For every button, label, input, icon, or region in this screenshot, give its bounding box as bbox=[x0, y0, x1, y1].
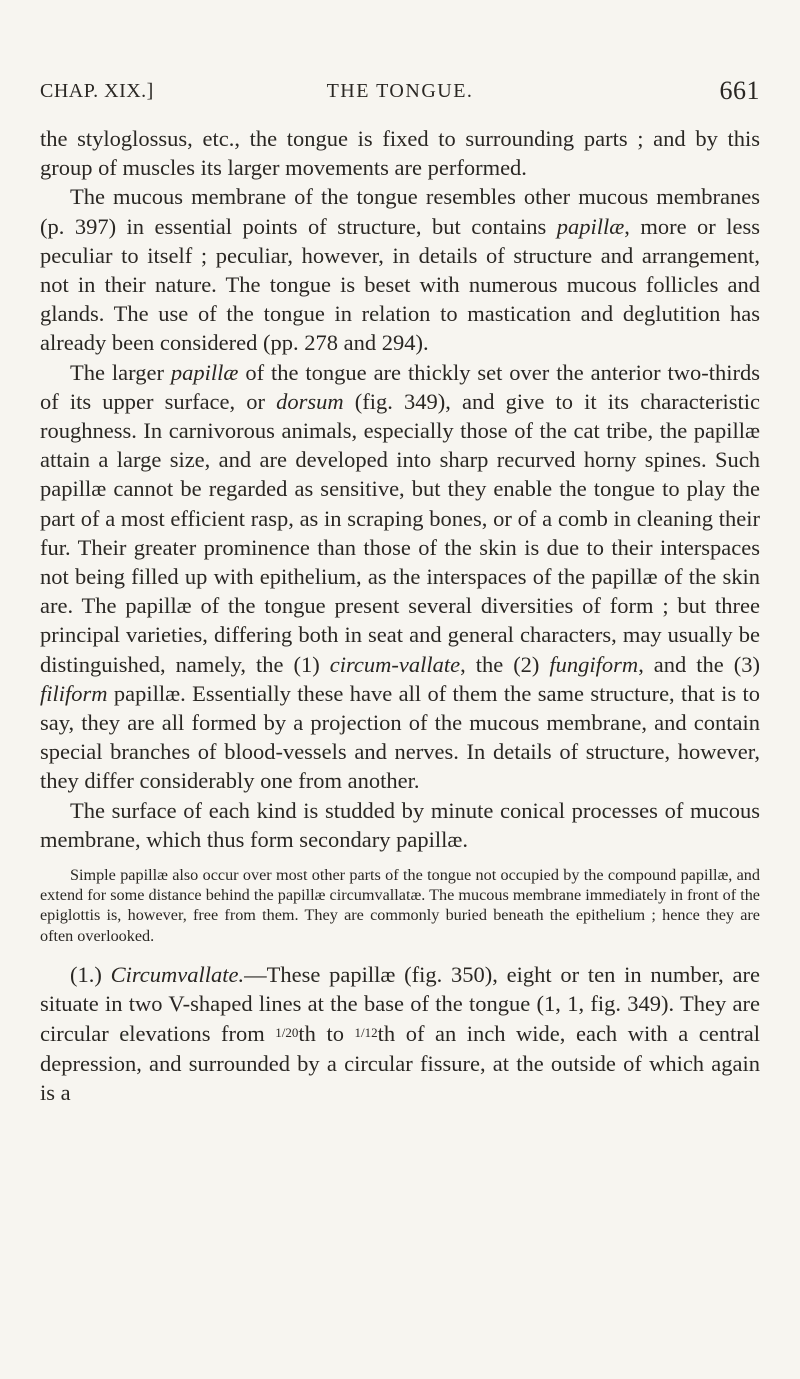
italic-term: dorsum bbox=[276, 388, 344, 414]
italic-term: circum-vallate bbox=[329, 651, 461, 677]
chapter-label: CHAP. XIX.] bbox=[40, 80, 154, 102]
small-print-note bbox=[40, 865, 760, 946]
page-number: 661 bbox=[719, 76, 760, 105]
paragraph: the styloglossus, etc., the tongue is fixed to surrounding parts ; and by this group of muscles its larger movements are performed. bbox=[40, 126, 760, 181]
italic-term: papillæ bbox=[556, 213, 625, 239]
italic-term: filiform bbox=[40, 680, 108, 706]
paragraph: (1.) Circumvallate.—These papillæ (fig. 350), eight or ten in number, are situate in two V-shaped lines at the base of the tongue (1, 1, fig. 349). They are circular elevations from 1/20th to 1/12th of an inch wide, each with a central depression, and surrounded by a circular fissure, at the outside of which again is a bbox=[40, 961, 761, 1105]
page-body bbox=[40, 124, 760, 1107]
note-text: Simple papillæ also occur over most other parts of the tongue not occupied by the compound papillæ, and extend for some distance behind the papillæ circumvallatæ. The mucous membrane immediately in front of the epiglottis is, however, free from them. They are commonly buried beneath the epithelium ; hence they are often overlooked. bbox=[40, 866, 760, 945]
section-title: Circumvallate. bbox=[110, 961, 245, 987]
italic-term: fungiform bbox=[549, 651, 639, 677]
paragraph: The mucous membrane of the tongue resembles other mucous membranes (p. 397) in essential points of structure, but contains papillæ, more or less peculiar to itself ; peculiar, however, in details of structure and arrangement, not in their nature. The tongue is beset with numerous mucous follicles and glands. The use of the tongue in relation to mastication and deglutition has already been considered (pp. 278 and 294). bbox=[40, 184, 760, 356]
fraction: 1/20 bbox=[275, 1025, 299, 1041]
paragraph: The larger papillæ of the tongue are thickly set over the anterior two-thirds of its upper surface, or dorsum (fig. 349), and give to it its characteristic roughness. In carnivorous animals, especially those of the cat tribe, the papillæ attain a large size, and are developed into sharp recurved horny spines. Such papillæ cannot be regarded as sensitive, but they enable the tongue to play the part of a most efficient rasp, as in scraping bones, or of a comb in cleaning their fur. Their greater prominence than those of the skin is due to their interspaces not being filled up with epithelium, as the interspaces of the papillæ of the skin are. The papillæ of the tongue present several diversities of form ; but three principal varieties, differing both in seat and general characters, may usually be distinguished, namely, the (1) circum-vallate, the (2) fungiform, and the (3) filiform papillæ. Essentially these have all of them the same structure, that is to say, they are all formed by a projection of the mucous membrane, and contain special branches of blood-vessels and nerves. In details of structure, however, they differ considerably one from another. bbox=[40, 359, 760, 794]
main-text bbox=[40, 124, 760, 854]
section-number: (1.) bbox=[70, 961, 102, 987]
italic-term: papillæ bbox=[170, 359, 239, 385]
paragraph: The surface of each kind is studded by minute conical processes of mucous membrane, which thus form secondary papillæ. bbox=[40, 797, 760, 852]
running-header bbox=[40, 76, 760, 110]
fraction: 1/12 bbox=[354, 1025, 378, 1041]
running-title: THE TONGUE. bbox=[326, 80, 474, 102]
section-circumvallate bbox=[40, 960, 760, 1107]
